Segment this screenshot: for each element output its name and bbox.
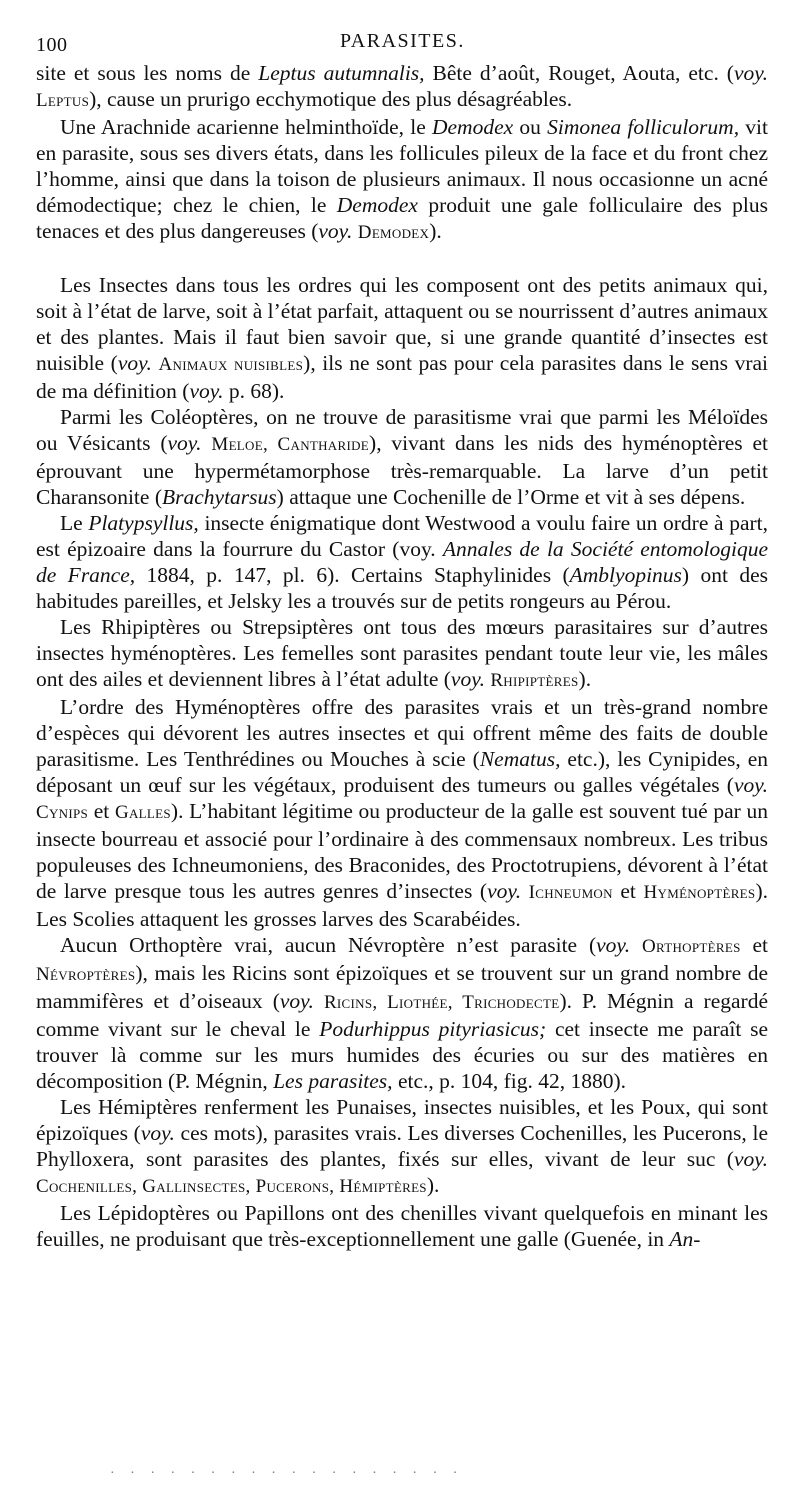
text-run: ), ils ne sont pas pour cela parasites dans le sens vrai de ma définition ( xyxy=(36,351,769,403)
text-run: Les Lépidoptères ou Papillons ont des chenilles vivant quelquefois en minant les feuilles, ne produisant que très-exceptionnellement une galle (Guenée, in xyxy=(36,1201,768,1251)
text-run: etc.), les Cynipides, en déposant un œuf sur les végétaux, produisent des tumeurs ou galles végétales ( xyxy=(36,747,768,797)
small-caps-run: Animaux nuisibles xyxy=(158,354,304,375)
text-run: ces mots), parasites vrais. Les diverses Cochenilles, les Pucerons, le Phylloxera, sont parasites des plantes, fixés sur elles, vivant de leur suc ( xyxy=(36,1121,769,1171)
text-run: ou xyxy=(513,115,548,139)
small-caps-run: Demodex xyxy=(357,222,430,243)
small-caps-run: Leptus xyxy=(36,90,90,111)
italic-run: Platypsyllus, xyxy=(88,511,199,535)
text-run: insecte énigmatique dont Westwood a voulu faire un ordre à part, est épizoaire dans la fourrure du Castor (voy. xyxy=(36,511,768,561)
paragraph xyxy=(36,272,768,404)
footer-print-specks: · · · · · · · · · · · · · · · · · · xyxy=(110,1466,464,1481)
book-page xyxy=(36,26,768,1252)
text-run xyxy=(202,431,212,455)
text-run: Aucun Orthoptère vrai, aucun Névroptère n’est parasite ( xyxy=(60,933,597,957)
italic-run: Leptus autumnalis, xyxy=(258,61,425,85)
text-run: et xyxy=(740,933,769,957)
text-run: et xyxy=(612,879,644,903)
text-run: site et sous les noms de xyxy=(36,61,259,85)
italic-run: voy. xyxy=(189,379,224,403)
text-run: p. 68). xyxy=(223,379,285,403)
italic-run: Demodex xyxy=(336,193,418,217)
italic-run: voy. xyxy=(318,219,353,243)
small-caps-run: Ricins, Liothée, Trichodecte xyxy=(323,992,560,1013)
text-run: Bête d’août, Rouget, Aouta, etc. ( xyxy=(424,61,734,85)
italic-run: Brachytarsus xyxy=(161,485,277,509)
text-run: ) ont des habitudes pareilles, et Jelsky les a trouvés sur de petits rongeurs au Pérou. xyxy=(36,563,768,613)
running-title: PARASITES. xyxy=(340,30,465,52)
italic-run: An- xyxy=(669,1227,701,1251)
text-run: 1884, p. 147, pl. 6). Certains Staphylinides ( xyxy=(135,563,570,587)
text-run: Le xyxy=(60,511,89,535)
page-number: 100 xyxy=(36,34,68,56)
italic-run: Podurhippus pityriasicus; xyxy=(319,1017,547,1041)
paragraph xyxy=(36,60,768,114)
text-run: ). P. Mégnin a regardé comme vivant sur le cheval le xyxy=(36,989,768,1041)
text-run: ), cause un prurigo ecchymotique des plus désagréables. xyxy=(89,87,573,111)
page-header xyxy=(36,26,768,60)
text-run: Les Insectes dans tous les ordres qui les composent ont des petits animaux qui, soit à l’état de larve, soit à l’état parfait, attaquent ou se nourrissent d’autres animaux et des plantes. Mais il faut bien savoir que, si une grande quantité d’insectes est nuisible ( xyxy=(36,273,768,375)
text-run: ) attaque une Cochenille de l’Orme et vit à ses dépens. xyxy=(276,485,746,509)
paragraph xyxy=(36,114,768,246)
italic-run: voy. xyxy=(487,879,522,903)
italic-run: voy. xyxy=(279,989,314,1013)
italic-run: voy. xyxy=(140,1121,175,1145)
italic-run: Demodex xyxy=(431,115,514,139)
body-text xyxy=(36,60,768,1252)
italic-run: Simonea folliculorum, xyxy=(547,115,740,139)
paragraph xyxy=(36,694,768,932)
paragraph xyxy=(36,404,768,510)
text-run: vit en parasite, sous ses divers états, dans les follicules pileux de la face et du front chez l’homme, ainsi que dans la toison de plusieurs animaux. Il nous occasionne un acné démodectique; chez le chien, le xyxy=(36,115,768,217)
italic-run: voy. xyxy=(167,431,202,455)
italic-run: voy. xyxy=(117,351,152,375)
paragraph xyxy=(36,932,768,1094)
text-run xyxy=(630,933,642,957)
italic-run: voy. xyxy=(733,1147,768,1171)
italic-run: voy. xyxy=(450,667,485,691)
small-caps-run: Cochenilles, Gallinsectes, Pucerons, Hémiptères xyxy=(36,1176,427,1197)
paragraph xyxy=(36,510,768,614)
small-caps-run: Meloe, Cantharide xyxy=(211,434,370,455)
text-run: ). xyxy=(426,1173,440,1197)
text-run: Les Hémiptères renferment les Punaises, insectes nuisibles, et les Poux, qui sont épizoïques ( xyxy=(36,1095,768,1145)
italic-run: voy. xyxy=(733,61,768,85)
text-run: ). xyxy=(429,219,442,243)
small-caps-run: Rhipiptères xyxy=(490,670,579,691)
text-run: ), mais les Ricins sont épizoïques et se trouvent sur un grand nombre de mammifères et d’oiseaux ( xyxy=(36,961,768,1013)
small-caps-run: Orthoptères xyxy=(642,936,741,957)
text-run: ), vivant dans les nids des hyménoptères et éprouvant une hypermétamorphose très-remarquable. La larve d’un petit Charansonite ( xyxy=(36,431,769,509)
text-run: ). Les Scolies attaquent les grosses larves des Scarabéides. xyxy=(36,879,768,931)
paragraph xyxy=(36,1094,768,1200)
italic-run: Annales de la Société entomologique de France, xyxy=(36,537,768,587)
text-run: ). L’habitant légitime ou producteur de la galle est souvent tué par un insecte bourreau et associé pour l’ordinaire à des commensaux nombreux. Les tribus populeuses des Ichneumoniens, des Braconides, des Proctotrupiens, dévorent à l’état de larve presque tous les autres genres d’insectes ( xyxy=(36,799,768,903)
text-run: et xyxy=(88,799,115,823)
text-run xyxy=(314,989,324,1013)
text-run: cet insecte me paraît se trouver là comme sur les murs humides des écuries ou sur des matières en décomposition (P. Mégnin, xyxy=(36,1017,768,1093)
text-run: L’ordre des Hyménoptères offre des parasites vrais et un très-grand nombre d’espèces qui dévorent les autres insectes et qui offrent même des faits de double parasitisme. Les Tenthrédines ou Mouches à scie ( xyxy=(36,695,768,771)
text-run: ). xyxy=(578,667,592,691)
paragraph xyxy=(36,1200,768,1252)
text-run: Les Rhipiptères ou Strepsiptères ont tous des mœurs parasitaires sur d’autres insectes hyménoptères. Les femelles sont parasites pendant toute leur vie, les mâles ont des ailes et deviennent libres à l’état adulte ( xyxy=(36,615,768,691)
small-caps-run: Hyménoptères xyxy=(643,882,756,903)
small-caps-run: Névroptères xyxy=(36,964,136,985)
italic-run: Nematus, xyxy=(479,747,561,771)
small-caps-run: Ichneumon xyxy=(528,882,613,903)
text-run: etc., p. 104, fig. 42, 1880). xyxy=(392,1069,627,1093)
italic-run: voy. xyxy=(596,933,631,957)
italic-run: voy. xyxy=(733,773,768,797)
small-caps-run: Galles xyxy=(114,802,171,823)
text-run: Parmi les Coléoptères, on ne trouve de parasitisme vrai que parmi les Méloïdes ou Vésicants ( xyxy=(36,405,768,455)
small-caps-run: Cynips xyxy=(36,802,89,823)
text-run: Une Arachnide acarienne helminthoïde, le xyxy=(60,115,432,139)
text-run xyxy=(521,879,529,903)
text-run: produit une gale folliculaire des plus tenaces et des plus dangereuses ( xyxy=(36,193,768,243)
italic-run: Amblyopinus xyxy=(569,563,682,587)
italic-run: Les parasites, xyxy=(273,1069,393,1093)
paragraph xyxy=(36,614,768,694)
